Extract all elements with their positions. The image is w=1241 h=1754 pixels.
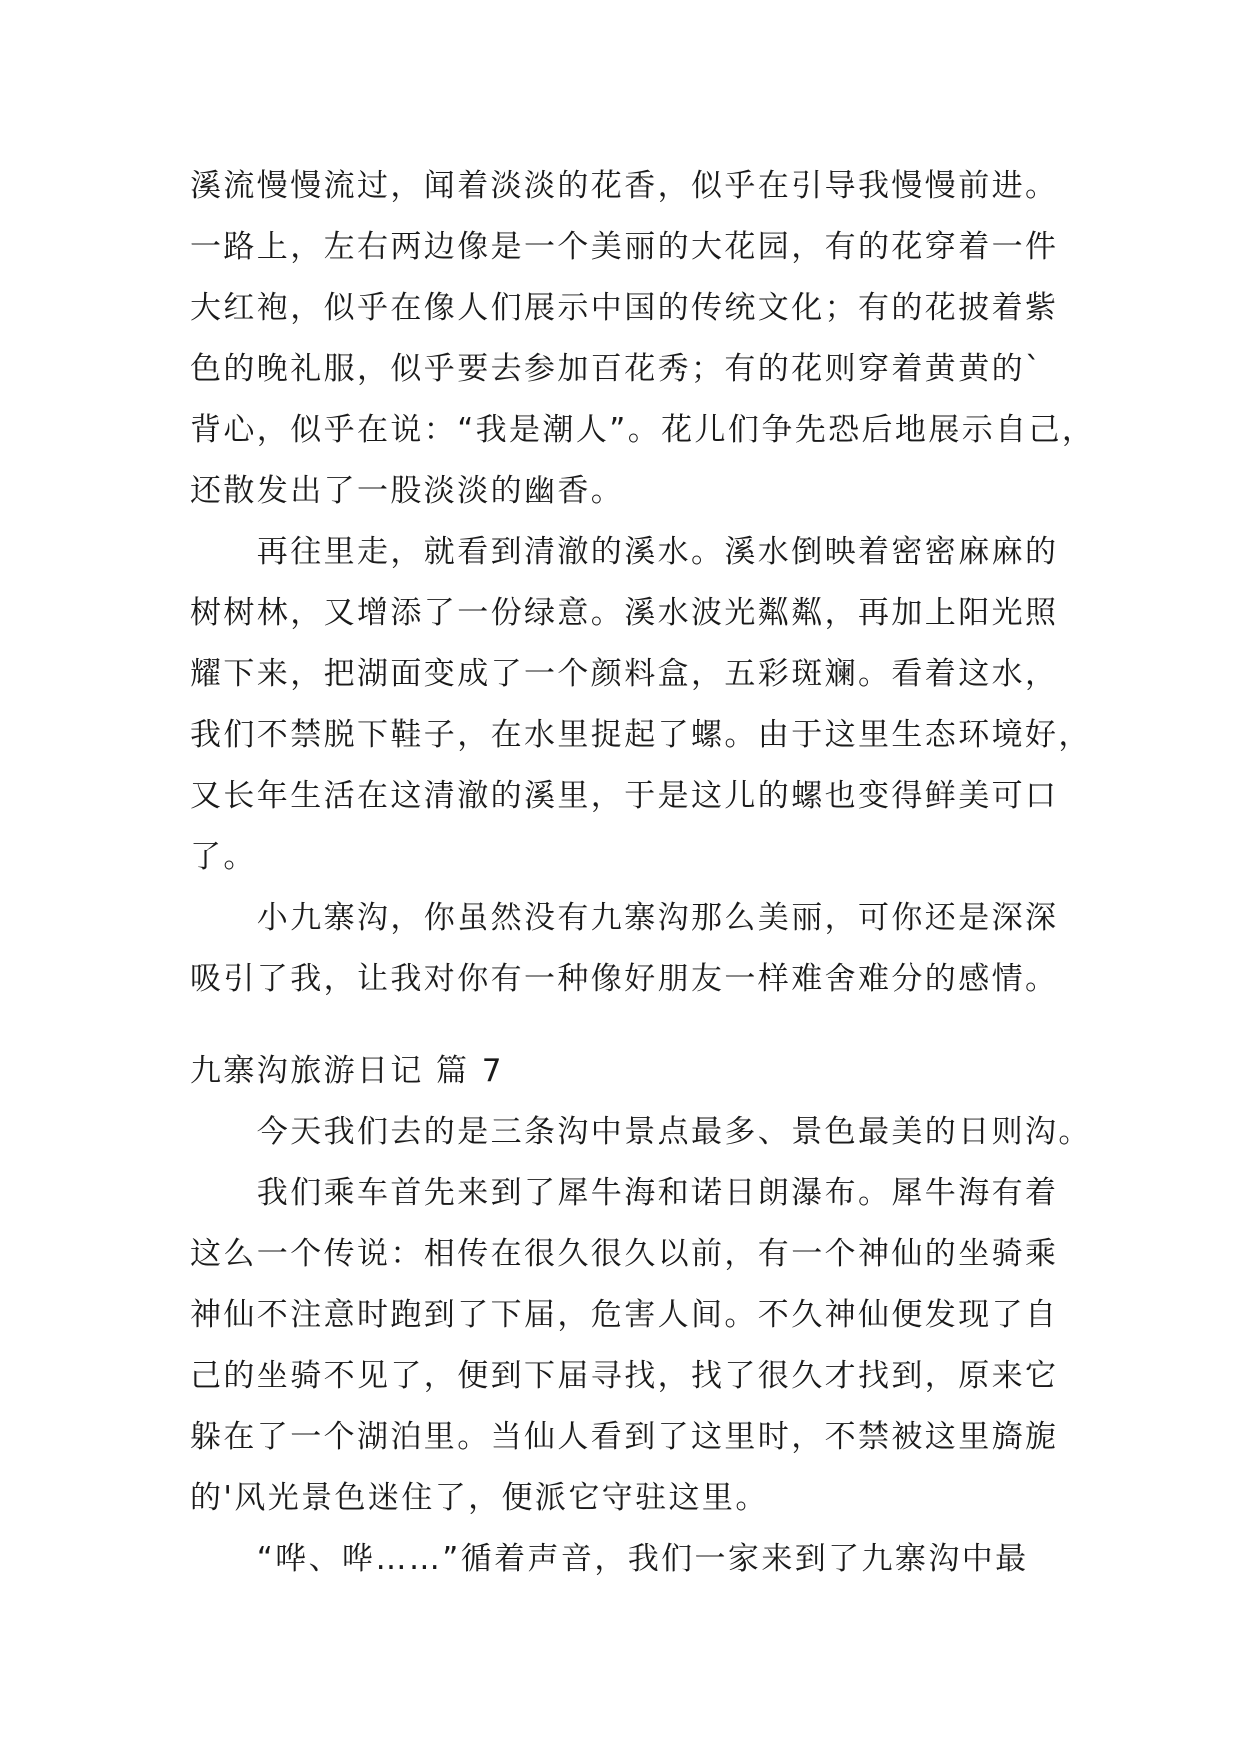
- text-line: 色的晚礼服，似乎要去参加百花秀；有的花则穿着黄黄的`: [190, 351, 1043, 387]
- section-heading: 九寨沟旅游日记 篇 7: [190, 1053, 504, 1089]
- text-line: 树树林，又增添了一份绿意。溪水波光粼粼，再加上阳光照: [190, 595, 1059, 631]
- text-line: 的'风光景色迷住了，便派它守驻这里。: [190, 1480, 769, 1516]
- text-line: 这么一个传说：相传在很久很久以前，有一个神仙的坐骑乘: [190, 1236, 1059, 1272]
- text-line: 小九寨沟，你虽然没有九寨沟那么美丽，可你还是深深: [190, 900, 1059, 936]
- text-line: 神仙不注意时跑到了下届，危害人间。不久神仙便发现了自: [190, 1297, 1059, 1333]
- text-line: 耀下来，把湖面变成了一个颜料盒，五彩斑斓。看着这水，: [190, 656, 1059, 692]
- text-line: 吸引了我，让我对你有一种像好朋友一样难舍难分的感情。: [190, 961, 1059, 997]
- text-line: 溪流慢慢流过，闻着淡淡的花香，似乎在引导我慢慢前进。: [190, 168, 1059, 204]
- text-line: 今天我们去的是三条沟中景点最多、景色最美的日则沟。: [190, 1114, 1092, 1150]
- text-line: 了。: [190, 839, 257, 875]
- text-line: 我们乘车首先来到了犀牛海和诺日朗瀑布。犀牛海有着: [190, 1175, 1059, 1211]
- text-line: 再往里走，就看到清澈的溪水。溪水倒映着密密麻麻的: [190, 534, 1059, 570]
- text-line: 一路上，左右两边像是一个美丽的大花园，有的花穿着一件: [190, 229, 1059, 265]
- text-line: 我们不禁脱下鞋子，在水里捉起了螺。由于这里生态环境好，: [190, 717, 1092, 753]
- text-line: 己的坐骑不见了，便到下届寻找，找了很久才找到，原来它: [190, 1358, 1059, 1394]
- text-line: 背心，似乎在说：“我是潮人”。花儿们争先恐后地展示自己，: [190, 412, 1096, 448]
- text-line: 还散发出了一股淡淡的幽香。: [190, 473, 625, 509]
- text-line: 大红袍，似乎在像人们展示中国的传统文化；有的花披着紫: [190, 290, 1059, 326]
- text-line: “哗、哗……”循着声音，我们一家来到了九寨沟中最: [190, 1541, 1029, 1577]
- text-line: 又长年生活在这清澈的溪里，于是这儿的螺也变得鲜美可口: [190, 778, 1059, 814]
- text-line: 躲在了一个湖泊里。当仙人看到了这里时，不禁被这里旖旎: [190, 1419, 1059, 1455]
